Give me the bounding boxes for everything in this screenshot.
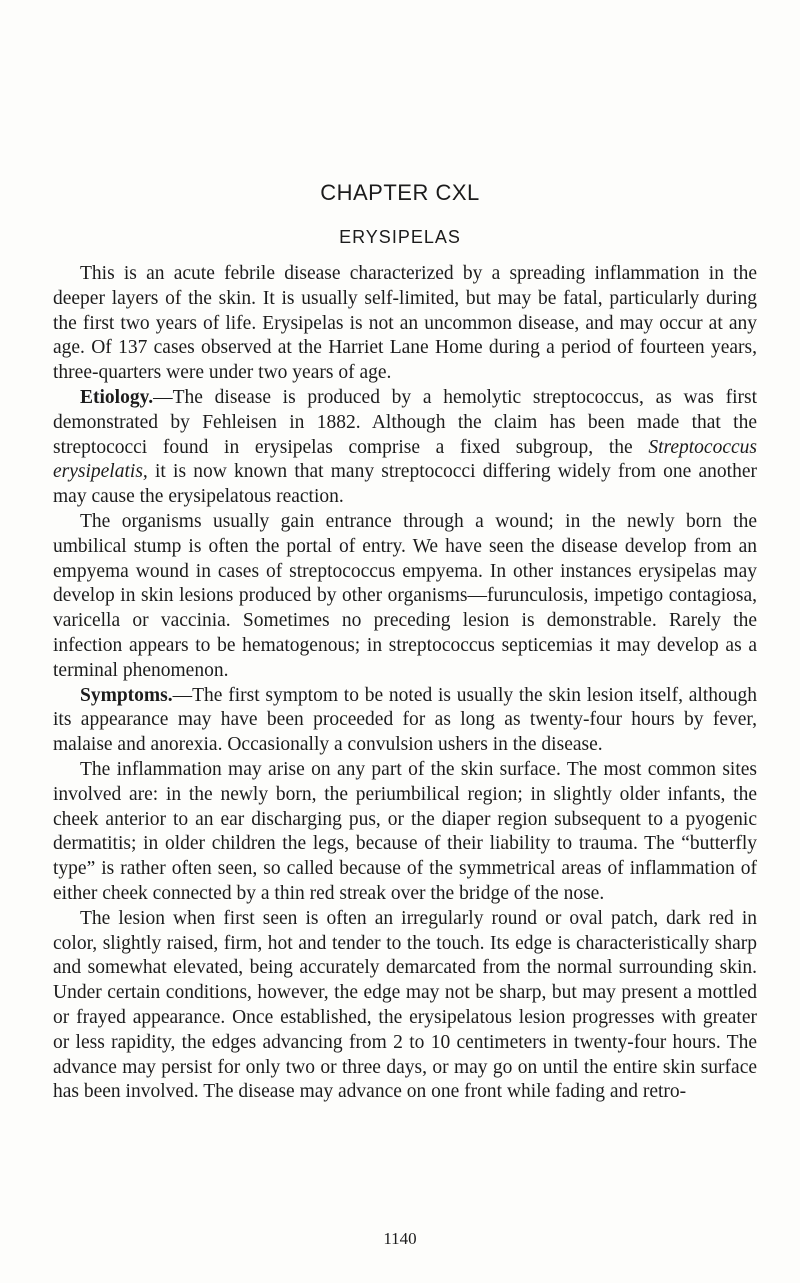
- paragraph-text: —The disease is produced by a hemolytic streptococcus, as was first demonstrated by Fehleisen in 1882. Although the claim has been made that the streptococci found in erysipelas comprise a fixed subgroup, the: [53, 386, 757, 458]
- paragraph-text: This is an acute febrile disease characterized by a spreading inflammation in the deeper layers of the skin. It is usually self-limited, but may be fatal, particularly during the first two years of life. Erysipelas is not an uncommon disease, and may occur at any age. Of 137 cases observed at the Harriet Lane Home during a period of fourteen years, three-quarters were under two years of age.: [53, 263, 757, 384]
- body-text: [53, 262, 757, 1105]
- paragraph-text: The lesion when first seen is often an irregularly round or oval patch, dark red in color, slightly raised, firm, hot and tender to the touch. Its edge is characteristically sharp and somewhat elevated, being accurately demarcated from the normal surrounding skin. Under certain conditions, however, the edge may not be sharp, but may present a mottled or frayed appearance. Once established, the erysipelatous lesion progresses with greater or less rapidity, the edges advancing from 2 to 10 centimeters in twenty-four hours. The advance may persist for only two or three days, or may go on until the entire skin surface has been involved. The disease may advance on one front while fading and retro-: [53, 907, 757, 1103]
- page-number: 1140: [383, 1229, 417, 1248]
- paragraph-symptoms: [53, 684, 757, 758]
- paragraph-text: —The first symptom to be noted is usually the skin lesion itself, although its appearance may have been proceeded for as long as twenty-four hours by fever, malaise and anorexia. Occasionally a convulsion ushers in the disease.: [53, 684, 757, 756]
- section-lead-etiology: Etiology.: [80, 386, 154, 408]
- section-lead-symptoms: Symptoms.: [80, 684, 173, 706]
- paragraph-intro: [53, 262, 757, 386]
- paragraph-etiology: [53, 386, 757, 510]
- paragraph-text: The organisms usually gain entrance through a wound; in the newly born the umbilical stump is often the portal of entry. We have seen the disease develop from an empyema wound in cases of streptococcus empyema. In other instances erysipelas may develop in skin lesions produced by other organisms—furunculosis, impetigo contagiosa, varicella or vaccinia. Sometimes no preceding lesion is demonstrable. Rarely the infection appears to be hematogenous; in streptococcus septicemias it may develop as a terminal phenomenon.: [53, 510, 757, 681]
- species-name: Streptococcus erysipelatis,: [53, 436, 757, 483]
- paragraph-text: The inflammation may arise on any part of the skin surface. The most common sites involved are: in the newly born, the periumbilical region; in slightly older infants, the cheek anterior to an ear discharging pus, or the diaper region subsequent to a pyogenic dermatitis; in older children the legs, because of their liability to trauma. The “butterfly type” is rather often seen, so called because of the symmetrical areas of inflammation of either cheek connected by a thin red streak over the bridge of the nose.: [53, 758, 757, 904]
- chapter-heading: CHAPTER CXL: [320, 180, 480, 205]
- paragraph-lesion: [53, 907, 757, 1105]
- paragraph-sites: [53, 758, 757, 907]
- chapter-title: ERYSIPELAS: [339, 227, 461, 247]
- paragraph-text-continued: it is now known that many streptococci differing widely from one another may cause the erysipelatous reaction.: [53, 461, 757, 508]
- paragraph-portal-of-entry: [53, 510, 757, 684]
